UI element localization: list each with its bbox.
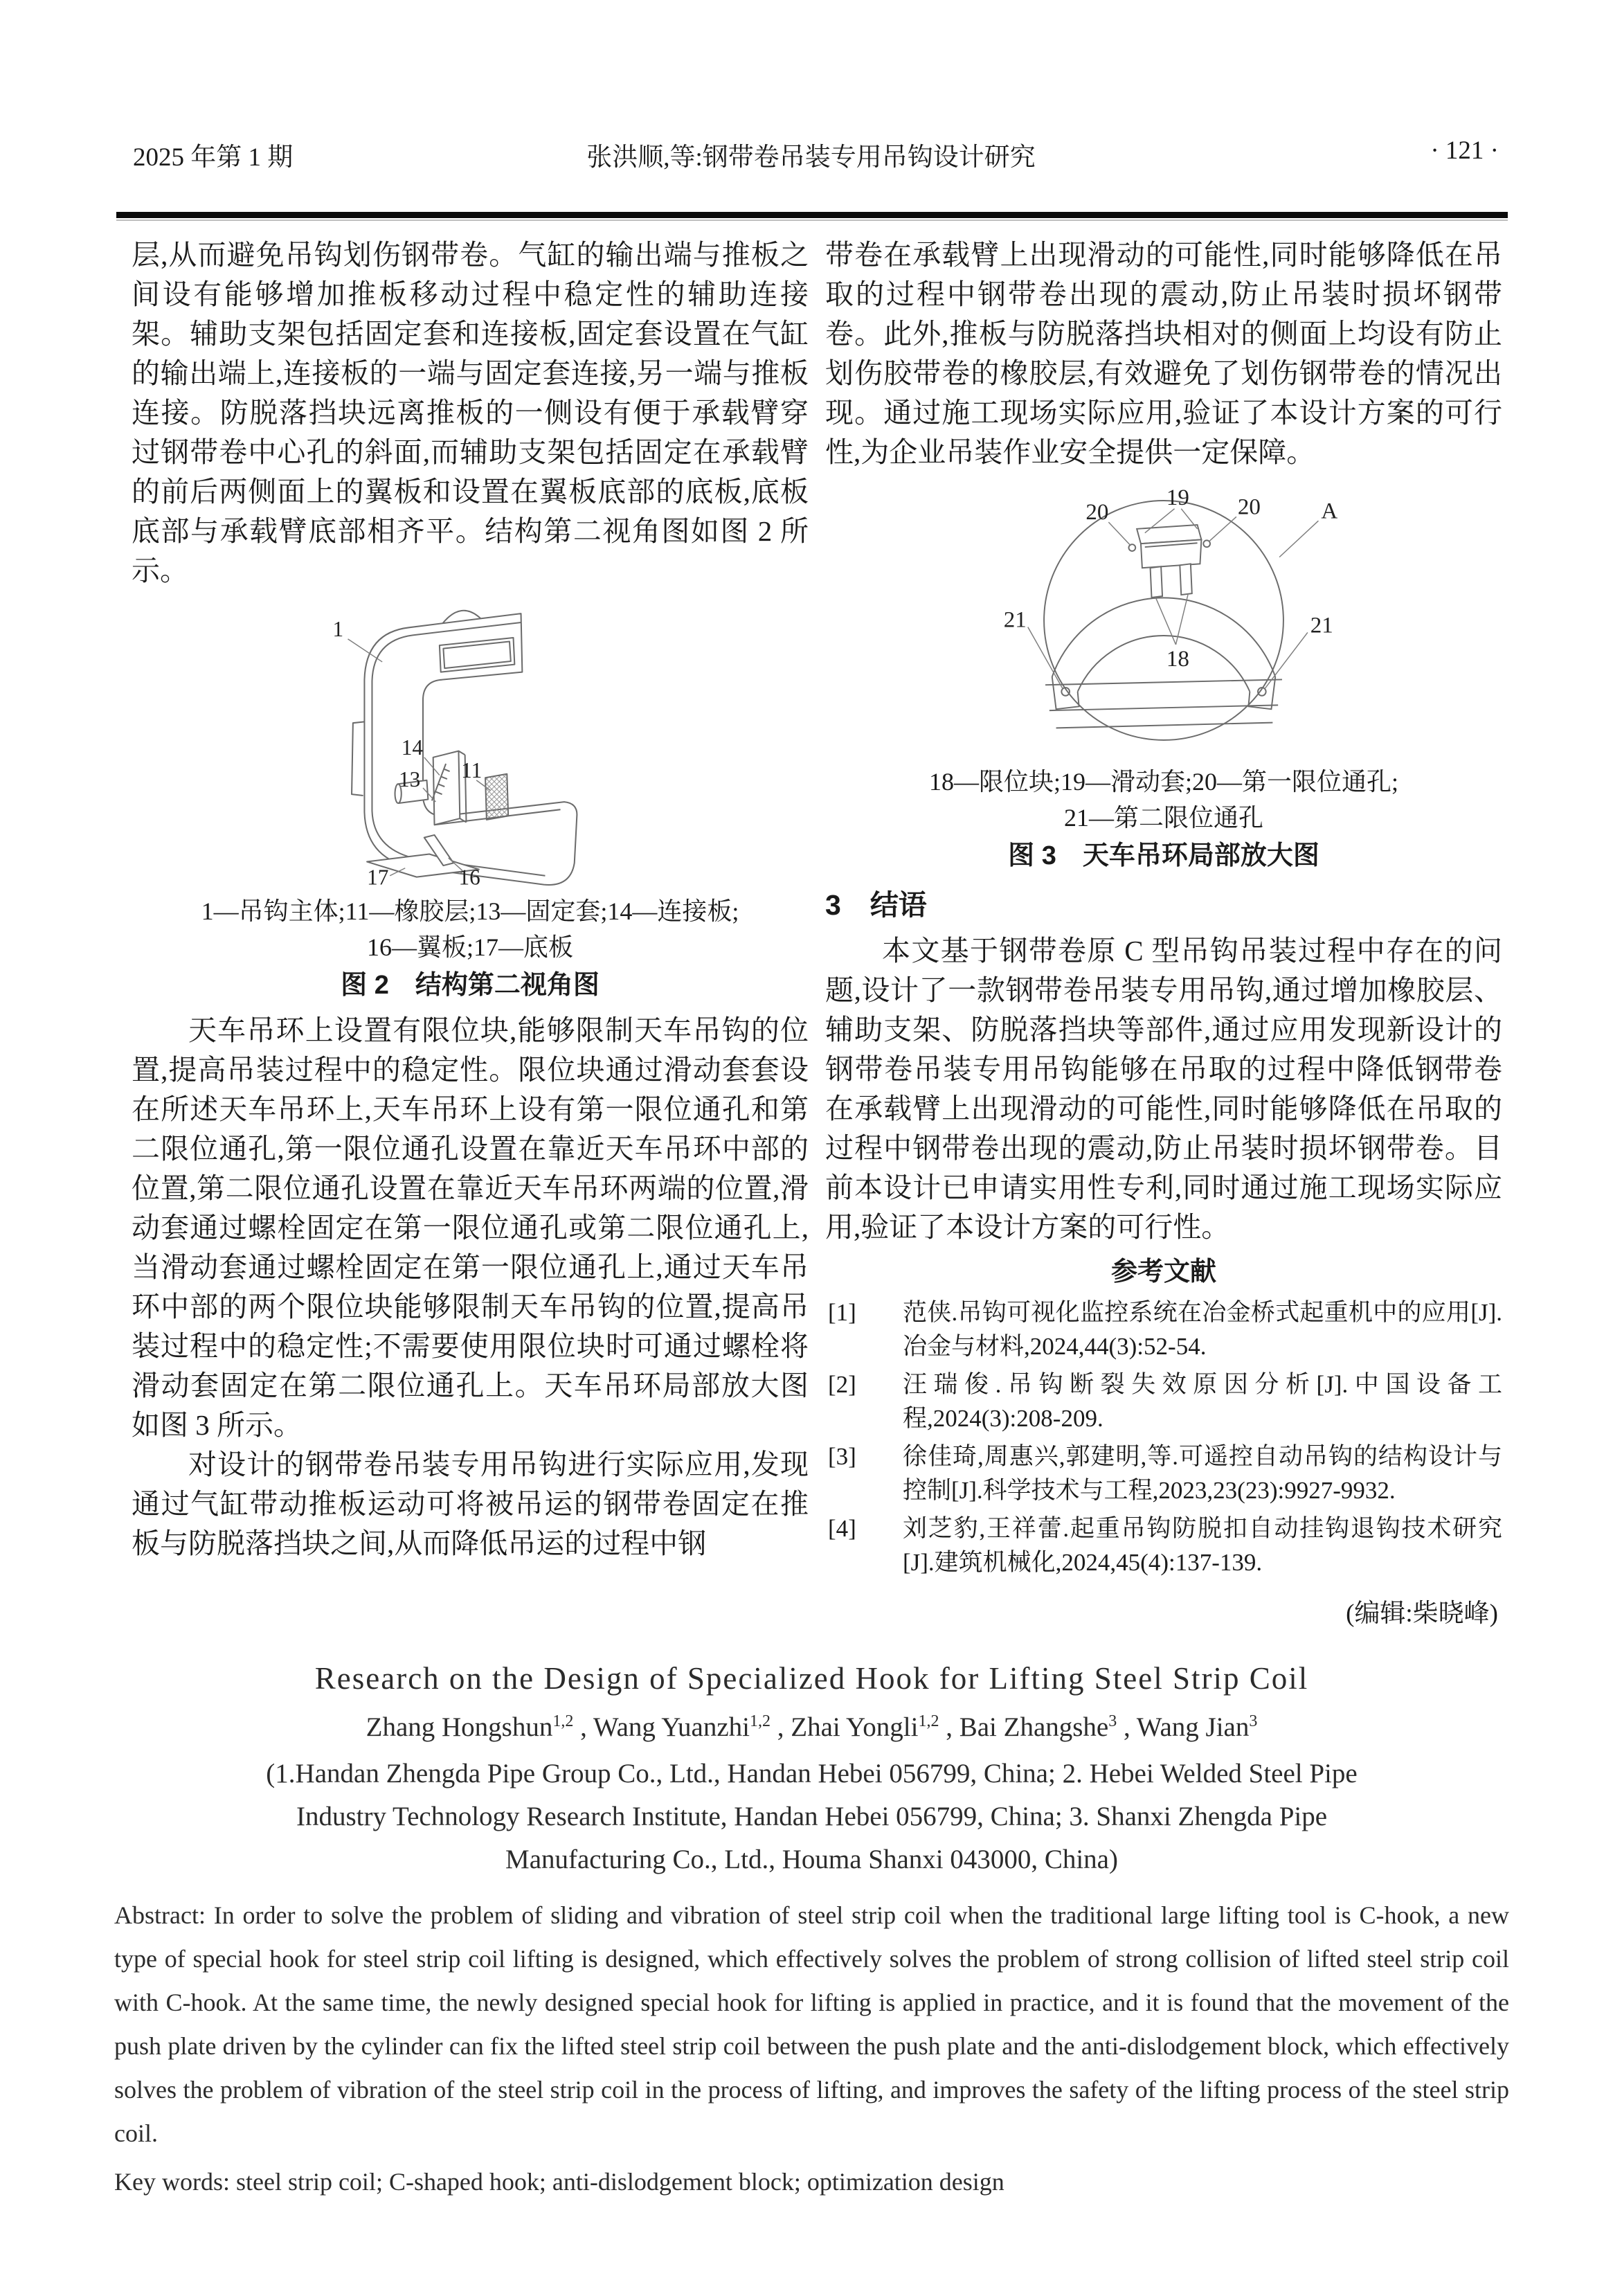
body-paragraph: 本文基于钢带卷原 C 型吊钩吊装过程中存在的问题,设计了一款钢带卷吊装专用吊钩,通过增加橡胶层、辅助支架、防脱落挡块等部件,通过应用发现新设计的钢带卷吊装专用吊钩能够在吊取的过程中降低钢带卷在承载臂上出现滑动的可能性,同时能够降低在吊取的过程中钢带卷出现的震动,防止吊装时损坏钢带卷。目前本设计已申请实用性专利,同时通过施工现场实际应用,验证了本设计方案的可行性。	[825, 935, 1502, 1243]
figure-3	[825, 478, 1502, 873]
left-column	[132, 235, 809, 1563]
reference-item	[825, 1440, 1502, 1507]
author: Zhai Yongli$^{1,2}$ ,	[791, 1712, 959, 1742]
figure-3-label-18: 18	[1166, 647, 1189, 672]
author: Zhang Hongshun$^{1,2}$ ,	[366, 1712, 593, 1742]
abstract-text: In order to solve the problem of sliding and vibration of steel strip coil when the traditional large lifting tool is C-hook, a new type of special hook for steel strip coil lifting is designed, which effectively solves the problem of strong collision of lifted steel strip coil with C-hook. At the same time, the newly designed special hook for lifting is applied in practice, and it is found that the movement of the push plate driven by the cylinder can fix the lifted steel strip coil between the push plate and the anti-dislodgement block, which effectively solves the problem of vibration of the steel strip coil in the process of lifting, and improves the safety of the lifting process of the steel strip coil.	[114, 1901, 1509, 2147]
header-page-number: · 121 ·	[1430, 136, 1499, 165]
reference-item	[825, 1512, 1502, 1579]
reference-number: [4]	[828, 1515, 856, 1542]
reference-number: [1]	[828, 1299, 856, 1326]
figure-3-label-21-left: 21	[1003, 607, 1027, 633]
english-author-line	[114, 1712, 1509, 1743]
keywords-label: Key words:	[114, 2168, 230, 2196]
figure-2-caption-line2: 16—翼板;17—底板	[366, 933, 573, 961]
figure-2	[132, 591, 809, 1003]
figure-2-title: 图 2 结构第二视角图	[341, 971, 600, 1000]
reference-text: 汪瑞俊.吊钩断裂失效原因分析[J].中国设备工程,2024(3):208-209.	[903, 1371, 1502, 1432]
author: Wang Jian$^3$	[1136, 1712, 1258, 1742]
figure-3-caption-line2: 21—第二限位通孔	[1063, 804, 1263, 832]
figure-2-caption-line1: 1—吊钩主体;11—橡胶层;13—固定套;14—连接板;	[201, 897, 739, 925]
reference-text: 范侠.吊钩可视化监控系统在冶金桥式起重机中的应用[J].冶金与材料,2024,44(3):52-54.	[903, 1299, 1502, 1360]
header-divider-rule	[116, 212, 1508, 218]
figure-3-title: 图 3 天车吊环局部放大图	[1008, 841, 1319, 870]
figure-3-label-19: 19	[1166, 485, 1189, 510]
english-section	[114, 1660, 1509, 2203]
references-heading: 参考文献	[1110, 1257, 1216, 1286]
right-column	[825, 235, 1502, 1629]
limit-block-right	[1180, 564, 1191, 595]
body-paragraph: 层,从而避免吊钩划伤钢带卷。气缸的输出端与推板之间设有能够增加推板移动过程中稳定性的辅助连接架。辅助支架包括固定套和连接板,固定套设置在气缸的输出端上,连接板的一端与固定套连接,另一端与推板连接。防脱落挡块远离推板的一侧设有便于承载臂穿过钢带卷中心孔的斜面,而辅助支架包括固定在承载臂的前后两侧面上的翼板和设置在翼板底部的底板,底板底部与承载臂底部相齐平。结构第二视角图如图 2 所示。	[132, 239, 809, 586]
crane-ring-outer-arc	[1052, 598, 1276, 676]
reference-item	[825, 1367, 1502, 1435]
affiliation-line: (1.Handan Zhengda Pipe Group Co., Ltd., Handan Hebei 056799, China; 2. Hebei Welded Steel Pipe	[266, 1759, 1358, 1788]
limit-block-left	[1151, 566, 1162, 598]
figure-3-label-A: A	[1321, 499, 1338, 524]
figure-2-label-14: 14	[401, 735, 423, 760]
figure-2-label-11: 11	[461, 758, 483, 783]
section-number: 3	[825, 889, 841, 921]
rubber-layer-part	[485, 774, 508, 820]
figure-2-drawing	[262, 591, 678, 890]
section-title: 结语	[869, 889, 927, 921]
body-paragraph: 对设计的钢带卷吊装专用吊钩进行实际应用,发现通过气缸带动推板运动可将被吊运的钢带卷固定在推板与防脱落挡块之间,从而降低吊运的过程中钢	[132, 1449, 809, 1559]
header-issue: 2025 年第 1 期	[133, 143, 294, 172]
reference-number: [2]	[828, 1371, 856, 1398]
figure-2-label-17: 17	[367, 865, 389, 890]
reference-text: 徐佳琦,周惠兴,郭建明,等.可遥控自动吊钩的结构设计与控制[J].科学技术与工程,2023,23(23):9927-9932.	[903, 1443, 1502, 1504]
figure-3-label-21-right: 21	[1310, 613, 1333, 638]
editor-credit: (编辑:柴晓峰)	[1346, 1599, 1498, 1628]
english-affiliations	[114, 1752, 1509, 1881]
author: Wang Yuanzhi$^{1,2}$ ,	[593, 1712, 791, 1742]
figure-2-label-1: 1	[332, 617, 344, 642]
abstract-label: Abstract:	[114, 1901, 206, 1929]
figure-2-label-13: 13	[399, 767, 421, 792]
reference-text: 刘芝豹,王祥蕾.起重吊钩防脱扣自动挂钩退钩技术研究[J].建筑机械化,2024,45(4):137-139.	[903, 1515, 1502, 1576]
figure-3-label-20-right: 20	[1237, 494, 1261, 520]
section-heading-conclusion	[825, 887, 1502, 923]
figure-3-caption-line1: 18—限位块;19—滑动套;20—第一限位通孔;	[928, 768, 1398, 796]
figure-3-label-20-left: 20	[1085, 500, 1109, 526]
author: Bai Zhangshe$^3$ ,	[959, 1712, 1137, 1742]
body-paragraph: 带卷在承载臂上出现滑动的可能性,同时能够降低在吊取的过程中钢带卷出现的震动,防止吊装时损坏钢带卷。此外,推板与防脱落挡块相对的侧面上均设有防止划伤胶带卷的橡胶层,有效避免了划伤钢带卷的情况出现。通过施工现场实际应用,验证了本设计方案的可行性,为企业吊装作业安全提供一定保障。	[825, 239, 1502, 468]
english-abstract	[114, 1894, 1509, 2155]
english-title: Research on the Design of Specialized Hook for Lifting Steel Strip Coil	[314, 1661, 1309, 1696]
affiliation-line: Industry Technology Research Institute, Handan Hebei 056799, China; 3. Shanxi Zhengda Pipe	[296, 1802, 1328, 1831]
header-running-title: 张洪顺,等:钢带卷吊装专用吊钩设计研究	[586, 143, 1036, 172]
figure-2-label-16: 16	[458, 865, 480, 890]
body-paragraph: 天车吊环上设置有限位块,能够限制天车吊钩的位置,提高吊装过程中的稳定性。限位块通过滑动套套设在所述天车吊环上,天车吊环上设有第一限位通孔和第二限位通孔,第一限位通孔设置在靠近天车吊环中部的位置,第二限位通孔设置在靠近天车吊环两端的位置,滑动套通过螺栓固定在第一限位通孔或第二限位通孔上,当滑动套通过螺栓固定在第一限位通孔上,通过天车吊环中部的两个限位块能够限制天车吊钩的位置,提高吊装过程中的稳定性;不需要使用限位块时可通过螺栓将滑动套固定在第二限位通孔上。天车吊环局部放大图如图 3 所示。	[132, 1014, 809, 1441]
affiliation-line: Manufacturing Co., Ltd., Houma Shanxi 043000, China)	[505, 1845, 1118, 1874]
figure-3-drawing	[970, 478, 1358, 760]
keywords-text: steel strip coil; C-shaped hook; anti-dislodgement block; optimization design	[235, 2168, 1004, 2196]
english-keywords	[114, 2161, 1509, 2203]
reference-number: [3]	[828, 1443, 856, 1470]
side-grip	[352, 721, 364, 796]
reference-item	[825, 1295, 1502, 1363]
